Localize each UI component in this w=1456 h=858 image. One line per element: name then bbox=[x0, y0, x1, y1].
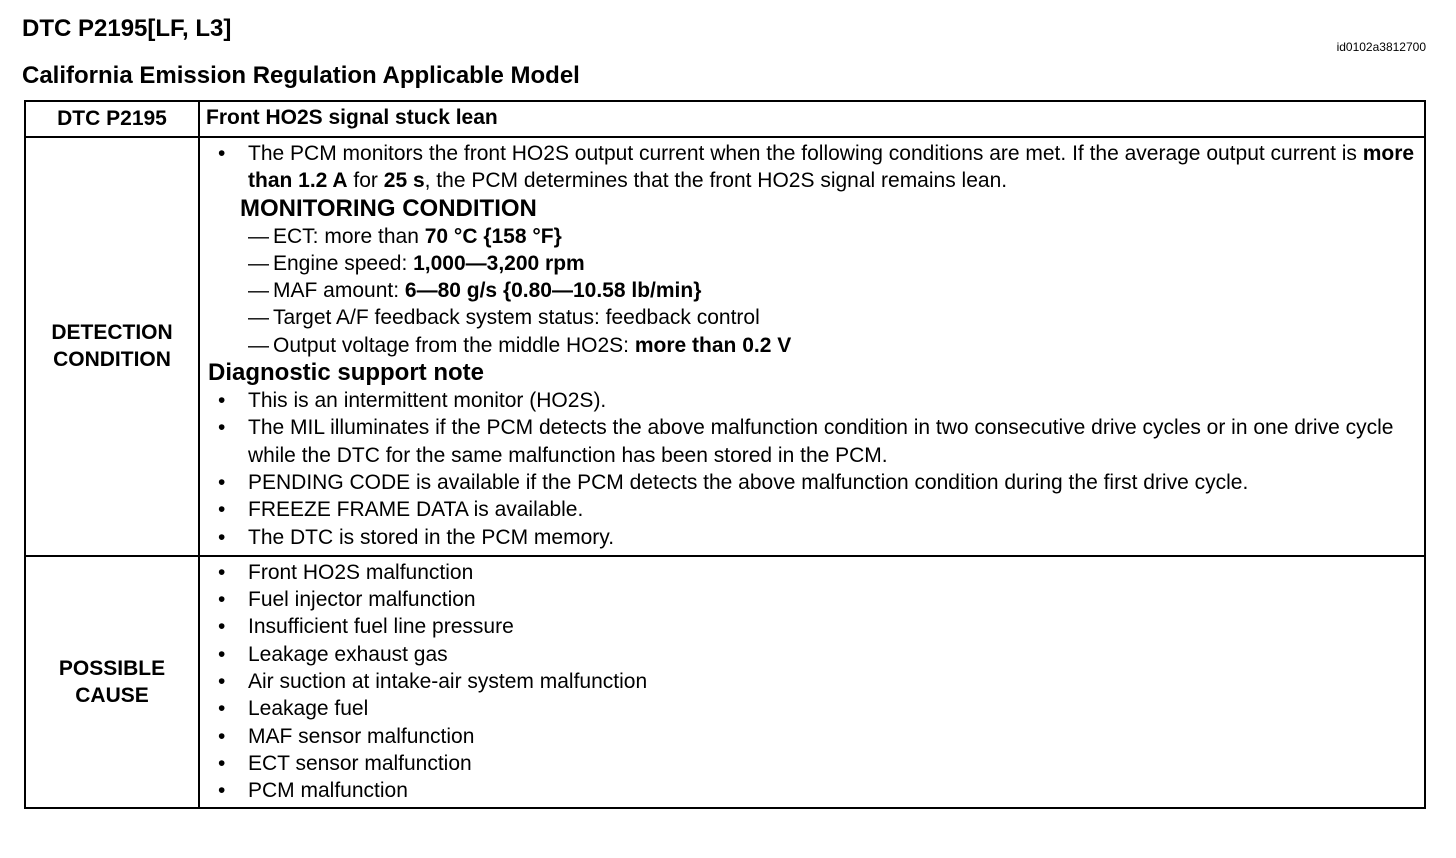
monitor-intro bbox=[208, 140, 1418, 195]
monitoring-condition-heading: MONITORING CONDITION bbox=[240, 194, 537, 222]
intro-text-3: , the PCM determines that the front HO2S signal remains lean. bbox=[424, 169, 1008, 193]
condition-text: Engine speed: bbox=[273, 251, 414, 275]
monitoring-condition-item bbox=[208, 277, 1418, 304]
intro-bold-current: more than 1.2 A bbox=[248, 142, 1415, 193]
cause-label-line2: CAUSE bbox=[75, 683, 149, 707]
condition-text: Output voltage from the middle HO2S: bbox=[273, 333, 635, 357]
possible-cause-item: • Air suction at intake-air system malfunction bbox=[208, 668, 1418, 695]
page-subtitle: California Emission Regulation Applicable Model bbox=[22, 62, 580, 89]
detection-label-line1: DETECTION bbox=[51, 321, 173, 345]
condition-text: MAF amount: bbox=[273, 279, 405, 303]
possible-cause-content bbox=[199, 556, 1425, 808]
detection-label-line2: CONDITION bbox=[53, 348, 171, 372]
document-id: id0102a3812700 bbox=[1336, 40, 1426, 54]
intro-text-1: The PCM monitors the front HO2S output current when the following conditions are met. If the average output current is bbox=[248, 142, 1363, 165]
possible-cause-label bbox=[25, 556, 199, 808]
possible-cause-item: • Insufficient fuel line pressure bbox=[208, 613, 1418, 640]
possible-cause-item: • Leakage fuel bbox=[208, 695, 1418, 722]
dash-marker: — bbox=[248, 306, 269, 330]
possible-cause-item: • MAF sensor malfunction bbox=[208, 723, 1418, 750]
diagnostic-note-item: • The MIL illuminates if the PCM detects the above malfunction condition in two consecutive drive cycles or in one drive cycle while the DTC for the same malfunction has been stored in the PCM. bbox=[208, 414, 1418, 469]
diagnostic-note-item: • PENDING CODE is available if the PCM detects the above malfunction condition during the first drive cycle. bbox=[208, 469, 1418, 496]
dash-marker: — bbox=[248, 251, 269, 275]
monitoring-condition-item bbox=[208, 250, 1418, 277]
possible-cause-item: • ECT sensor malfunction bbox=[208, 750, 1418, 777]
dash-marker: — bbox=[248, 224, 269, 248]
dash-marker: — bbox=[248, 279, 269, 303]
page-title: DTC P2195[LF, L3] bbox=[22, 15, 232, 42]
condition-text: Target A/F feedback system status: feedback control bbox=[273, 306, 760, 330]
monitoring-conditions-list bbox=[208, 223, 1418, 359]
intro-bold-time: 25 s bbox=[383, 169, 425, 193]
diagnostic-note-item: • FREEZE FRAME DATA is available. bbox=[208, 496, 1418, 523]
condition-text: ECT: more than bbox=[273, 224, 425, 248]
condition-value: 6—80 g/s {0.80—10.58 lb/min} bbox=[404, 279, 702, 303]
diagnostic-note-heading: Diagnostic support note bbox=[208, 359, 484, 387]
dtc-code-cell: DTC P2195 bbox=[25, 101, 199, 137]
possible-cause-item: • PCM malfunction bbox=[208, 777, 1418, 804]
dtc-table bbox=[24, 100, 1426, 809]
monitoring-condition-item bbox=[208, 223, 1418, 250]
possible-cause-row bbox=[25, 556, 1425, 808]
dtc-description-cell: Front HO2S signal stuck lean bbox=[199, 101, 1425, 137]
possible-causes-list bbox=[200, 557, 1424, 807]
condition-value: 1,000—3,200 rpm bbox=[413, 251, 585, 275]
cause-label-line1: POSSIBLE bbox=[58, 656, 166, 680]
intro-text-2: for bbox=[347, 169, 384, 193]
possible-cause-item: • Leakage exhaust gas bbox=[208, 641, 1418, 668]
diagnostic-note-item: • The DTC is stored in the PCM memory. bbox=[208, 524, 1418, 551]
detection-condition-content bbox=[199, 137, 1425, 556]
condition-value: 70 °C {158 °F} bbox=[424, 224, 562, 248]
monitoring-condition-item bbox=[208, 304, 1418, 331]
detection-condition-label bbox=[25, 137, 199, 556]
diagnostic-notes-list bbox=[208, 387, 1418, 551]
detection-condition-row bbox=[25, 137, 1425, 556]
possible-cause-item: • Fuel injector malfunction bbox=[208, 586, 1418, 613]
condition-value: more than 0.2 V bbox=[634, 333, 792, 357]
possible-cause-item: • Front HO2S malfunction bbox=[208, 559, 1418, 586]
monitoring-condition-item bbox=[208, 332, 1418, 359]
dash-marker: — bbox=[248, 333, 269, 357]
table-header-row bbox=[25, 101, 1425, 137]
diagnostic-note-item: • This is an intermittent monitor (HO2S). bbox=[208, 387, 1418, 414]
